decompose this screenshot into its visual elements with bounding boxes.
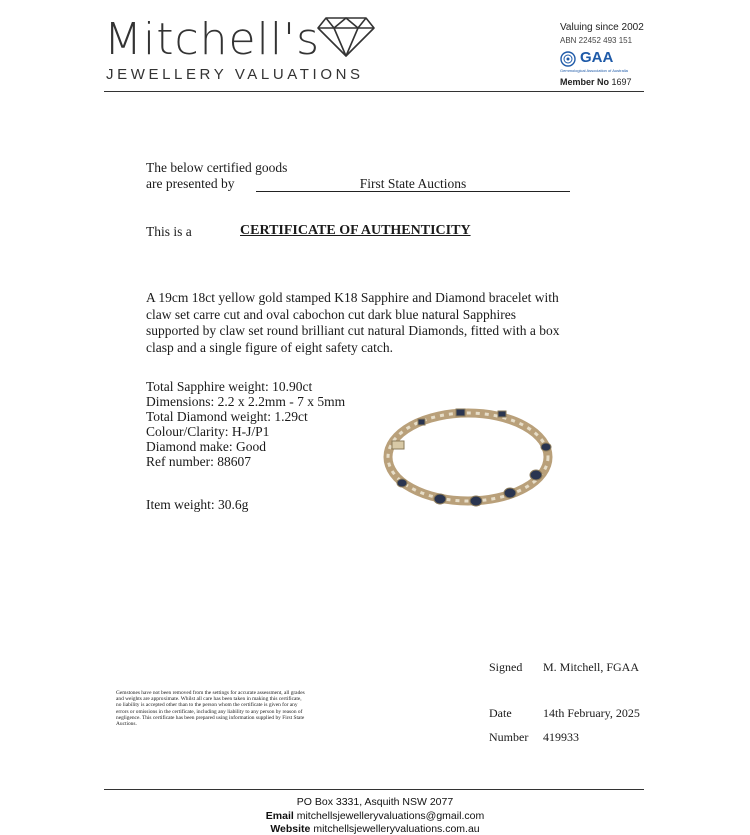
date-label: Date xyxy=(489,706,512,720)
bracelet-photo xyxy=(378,395,558,515)
footer-email xyxy=(0,810,750,822)
footer-email-link[interactable]: mitchellsjewelleryvaluations@gmail.com xyxy=(296,810,485,822)
footer-divider xyxy=(104,789,644,790)
footer-website xyxy=(0,823,750,835)
disclaimer-text: Gemstones have not been removed from the settings for accurate assessment, all grades and weights are approximate. Whilst all care has been taken in making this certificate, no liability is accepted other than to the person whom the certificate is given for any errors or omissions in the certificate, including any liability to any person by reason of negligence. This certificate has been prepared using information supplied by First State Auctions. xyxy=(116,690,305,728)
intro-line-1: The below certified goods xyxy=(146,160,288,175)
presenter-name: First State Auctions xyxy=(256,176,570,192)
footer-website-label: Website xyxy=(270,823,311,835)
spec-colour-clarity: Colour/Clarity: H-J/P1 xyxy=(146,424,270,439)
signed-label: Signed xyxy=(489,660,523,674)
spec-dimensions: Dimensions: 2.2 x 2.2mm - 7 x 5mm xyxy=(146,394,346,409)
gaa-logo-text: GAA xyxy=(580,49,614,66)
certificate-prefix: This is a xyxy=(146,224,192,239)
footer-website-link[interactable]: mitchellsjewelleryvaluations.com.au xyxy=(313,823,480,835)
gaa-subtitle: Gemmological Association of Australia xyxy=(560,68,628,73)
diamond-logo-icon xyxy=(316,14,376,58)
brand-tagline: JEWELLERY VALUATIONS xyxy=(106,66,364,83)
signed-value: M. Mitchell, FGAA xyxy=(543,660,639,674)
abn-number: ABN 22452 493 151 xyxy=(560,36,633,45)
member-label: Member No xyxy=(560,77,610,87)
intro-line-2: are presented by xyxy=(146,176,235,191)
spec-sapphire-weight: Total Sapphire weight: 10.90ct xyxy=(146,379,313,394)
member-number xyxy=(560,77,632,87)
gaa-badge-icon xyxy=(560,51,576,67)
spec-diamond-make: Diamond make: Good xyxy=(146,439,266,454)
item-description: A 19cm 18ct yellow gold stamped K18 Sapphire and Diamond bracelet with claw set carre cut and oval cabochon cut dark blue natural Sapphires supported by claw set round brilliant cut natural Diamonds, fitted with a box clasp and a single figure of eight safety catch. xyxy=(146,290,560,355)
brand-name: Mitchell's xyxy=(104,14,321,65)
footer-email-label: Email xyxy=(265,810,294,822)
item-weight: Item weight: 30.6g xyxy=(146,497,249,512)
certificate-title: CERTIFICATE OF AUTHENTICITY xyxy=(240,223,471,238)
spec-diamond-weight: Total Diamond weight: 1.29ct xyxy=(146,409,308,424)
header-divider xyxy=(104,91,644,92)
valuing-since: Valuing since 2002 xyxy=(560,22,644,33)
number-value: 419933 xyxy=(543,730,579,744)
date-value: 14th February, 2025 xyxy=(543,706,640,720)
number-label: Number xyxy=(489,730,529,744)
member-value: 1697 xyxy=(611,77,632,87)
spec-ref-number: Ref number: 88607 xyxy=(146,454,251,469)
footer-po-box: PO Box 3331, Asquith NSW 2077 xyxy=(296,796,454,808)
